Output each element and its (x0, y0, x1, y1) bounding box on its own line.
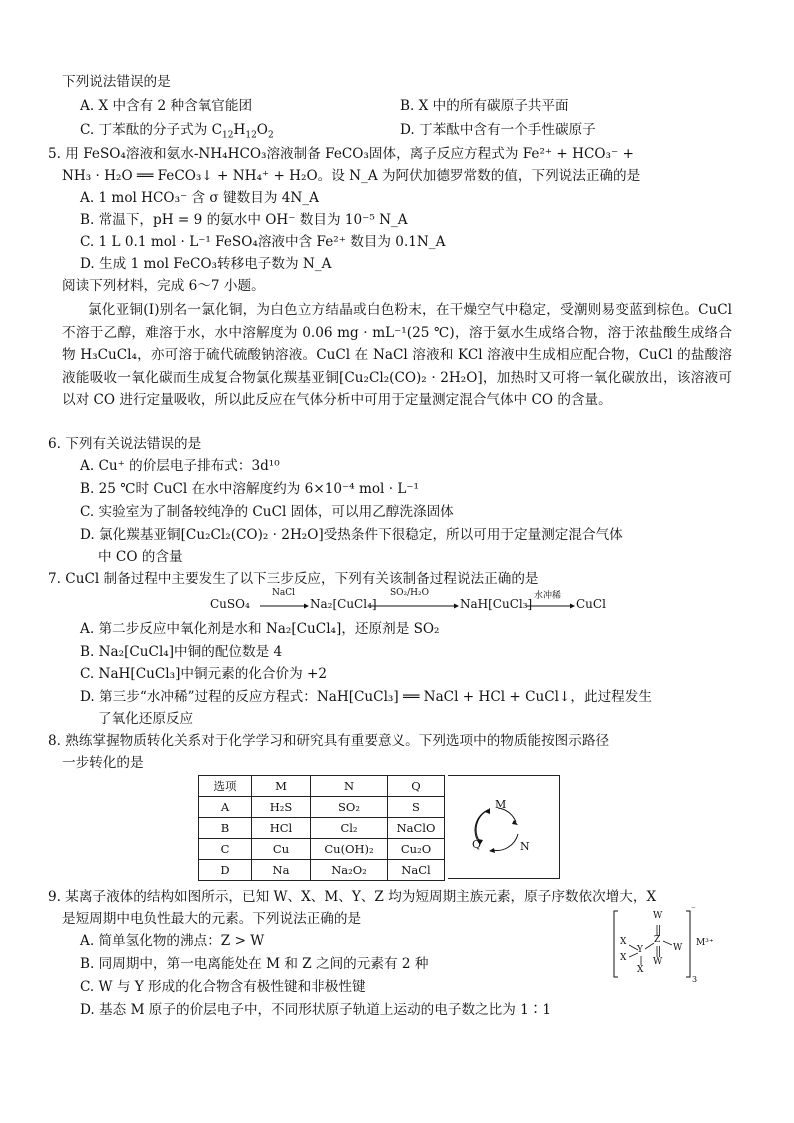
table-header-row (199, 776, 445, 797)
species-cuso4: CuSO₄ (210, 597, 250, 611)
q6-option-d-line1: D. 氯化羰基亚铜[Cu₂Cl₂(CO)₂ · 2H₂O]受热条件下很稳定，所以可用于定量测定混合气体 (80, 527, 623, 543)
q6-option-a: A. Cu⁺ 的价层电子排布式：3d¹⁰ (80, 458, 280, 474)
cycle-label-m: M (495, 798, 507, 811)
q5-option-d: D. 生成 1 mol FeCO₃转移电子数为 N_A (80, 256, 332, 272)
q9-stem-line1: 9. 某离子液体的结构如图所示，已知 W、X、M、Y、Z 均为短周期主族元素，原子序数依次增大，X (48, 889, 657, 905)
q9-stem-line2: 是短周期中电负性最大的元素。下列说法正确的是 (62, 911, 362, 927)
reading-intro: 阅读下列材料，完成 6～7 小题。 (62, 278, 265, 294)
table-cell: Na₂O₂ (311, 860, 388, 881)
q7-option-c: C. NaH[CuCl₃]中铜元素的化合价为 +2 (80, 666, 328, 682)
q5-option-c: C. 1 L 0.1 mol · L⁻¹ FeSO₄溶液中含 Fe²⁺ 数目为 0.1N_A (80, 234, 446, 250)
q5-stem-line1: 5. 用 FeSO₄溶液和氨水-NH₄HCO₃溶液制备 FeCO₃固体，离子反应方程式为 Fe²⁺ + HCO₃⁻ + (48, 146, 634, 162)
table-row (199, 839, 445, 860)
q5-option-a: A. 1 mol HCO₃⁻ 含 σ 键数目为 4N_A (80, 190, 319, 206)
table-cell: NaClO (388, 818, 445, 839)
table-cell: NaCl (388, 860, 445, 881)
reading-paragraph: 氯化亚铜(Ⅰ)别名一氯化铜，为白色立方结晶或白色粉末，在干燥空气中稳定，受潮则易变蓝到棕色。CuCl 不溶于乙醇，难溶于水，水中溶解度为 0.06 mg · mL⁻¹(25 ℃)，溶于氨水生成络合物，溶于浓盐酸生成络合物 H₃CuCl₄，亦可溶于硫代硫酸钠溶液。CuCl 在 NaCl 溶液和 KCl 溶液中生成相应配合物，CuCl 的盐酸溶液能吸收一氧化碳而生成复合物氯化羰基亚铜[Cu₂Cl₂(CO)₂ · 2H₂O]，加热时又可将一氧化碳放出，该溶液可以对 CO 进行定量吸收，所以此反应在气体分析中可用于定量测定混合气体中 CO 的含量。 (62, 302, 732, 408)
table-cell: SO₂ (311, 797, 388, 818)
table-cell: B (199, 818, 252, 839)
q4-option-d: D. 丁苯酞中含有一个手性碳原子 (400, 122, 596, 138)
q7-stem: 7. CuCl 制备过程中主要发生了以下三步反应，下列有关该制备过程说法正确的是 (48, 571, 539, 587)
table-cell: C (199, 839, 252, 860)
table-cell: HCl (252, 818, 311, 839)
atom-z: Z (654, 935, 661, 945)
table-cell: D (199, 860, 252, 881)
cycle-label-n: N (520, 840, 530, 853)
table-cell: Cl₂ (311, 818, 388, 839)
species-cucl: CuCl (576, 597, 606, 611)
q7-reaction-scheme (208, 588, 606, 618)
cycle-arrows (448, 776, 558, 878)
q6-option-c: C. 实验室为了制备较纯净的 CuCl 固体，可以用乙醇洗涤固体 (80, 504, 454, 520)
reagent-water-dilute: 水冲稀 (534, 591, 562, 601)
q4-option-b: B. X 中的所有碳原子共平面 (400, 98, 569, 114)
cation-m: M³⁺ (696, 938, 714, 948)
table-cell: H₂S (252, 797, 311, 818)
q4-option-c (80, 120, 274, 140)
q6-option-b: B. 25 ℃时 CuCl 在水中溶解度约为 6×10⁻⁴ mol · L⁻¹ (80, 481, 419, 497)
table-row (199, 860, 445, 881)
q9-option-c: C. W 与 Y 形成的化合物含有极性键和非极性键 (80, 979, 366, 995)
table-row (199, 818, 445, 839)
species-nahcucl3: NaH[CuCl₃] (460, 597, 533, 611)
q5-option-b: B. 常温下，pH = 9 的氨水中 OH⁻ 数目为 10⁻⁵ N_A (80, 212, 408, 228)
q6-option-d-line2: 中 CO 的含量 (98, 549, 183, 565)
reagent-nacl: NaCl (272, 588, 296, 598)
q7-option-d-line1: D. 第三步“水冲稀”过程的反应方程式：NaH[CuCl₃] ══ NaCl + HCl + CuCl↓，此过程发生 (80, 689, 652, 705)
atom-w-top: W (653, 911, 663, 921)
q7-option-d-line2: 了氧化还原反应 (98, 711, 194, 727)
species-na2cucl4: Na₂[CuCl₄] (310, 597, 377, 611)
table-header-cell: N (311, 776, 388, 797)
q4-option-c-o: O (256, 122, 268, 138)
table-cell: A (199, 797, 252, 818)
table-cell: Cu₂O (388, 839, 445, 860)
q4-sub-1: 12 (222, 130, 234, 141)
q9-option-b: B. 同周期中，第一电离能处在 M 和 Z 之间的元素有 2 种 (80, 956, 429, 972)
q9-option-a: A. 简单氢化物的沸点：Z > W (80, 933, 265, 949)
atom-w-bottom: W (653, 957, 663, 967)
q7-option-a: A. 第二步反应中氧化剂是水和 Na₂[CuCl₄]，还原剂是 SO₂ (80, 621, 440, 637)
table-header-cell: M (252, 776, 311, 797)
table-row (199, 797, 445, 818)
q4-intro: 下列说法错误的是 (62, 74, 171, 90)
anion-count: 3 (692, 975, 698, 984)
q4-option-a: A. X 中含有 2 种含氧官能团 (80, 98, 253, 114)
atom-x-lower: X (620, 953, 627, 963)
atom-x-upper: X (620, 937, 627, 947)
q8-stem-line2: 一步转化的是 (62, 755, 144, 771)
q5-stem-line2: NH₃ · H₂O ══ FeCO₃↓ + NH₄⁺ + H₂O。设 N_A 为阿伏加德罗常数的值，下列说法正确的是 (62, 168, 641, 184)
atom-y: Y (637, 945, 643, 955)
table-cell: Na (252, 860, 311, 881)
q8-stem-line1: 8. 熟练掌握物质转化关系对于化学学习和研究具有重要意义。下列选项中的物质能按图示路径 (48, 733, 610, 749)
q8-table (198, 775, 445, 881)
q9-option-d: D. 基态 M 原子的价层电子中，不同形状原子轨道上运动的电子数之比为 1∶1 (80, 1002, 552, 1018)
q7-option-b: B. Na₂[CuCl₄]中铜的配位数是 4 (80, 644, 283, 660)
anion-charge: ⁻ (691, 905, 696, 915)
table-cell: Cu(OH)₂ (311, 839, 388, 860)
atom-w-right: W (673, 943, 683, 953)
q4-option-c-h: H (233, 122, 246, 138)
table-cell: S (388, 797, 445, 818)
q4-sub-3: 2 (267, 130, 274, 141)
atom-x-bottom: X (637, 965, 644, 975)
table-cell: Cu (252, 839, 311, 860)
reagent-so2-h2o: SO₂/H₂O (390, 588, 430, 598)
q8-cycle-diagram (448, 775, 560, 879)
q6-stem: 6. 下列有关说法错误的是 (48, 436, 202, 452)
q4-sub-2: 12 (245, 130, 257, 141)
q4-option-c-text: C. 丁苯酞的分子式为 C (80, 122, 223, 138)
table-header-cell: 选项 (199, 776, 252, 797)
cycle-label-q: Q (472, 838, 482, 851)
table-header-cell: Q (388, 776, 445, 797)
q9-ion-structure (610, 905, 740, 995)
